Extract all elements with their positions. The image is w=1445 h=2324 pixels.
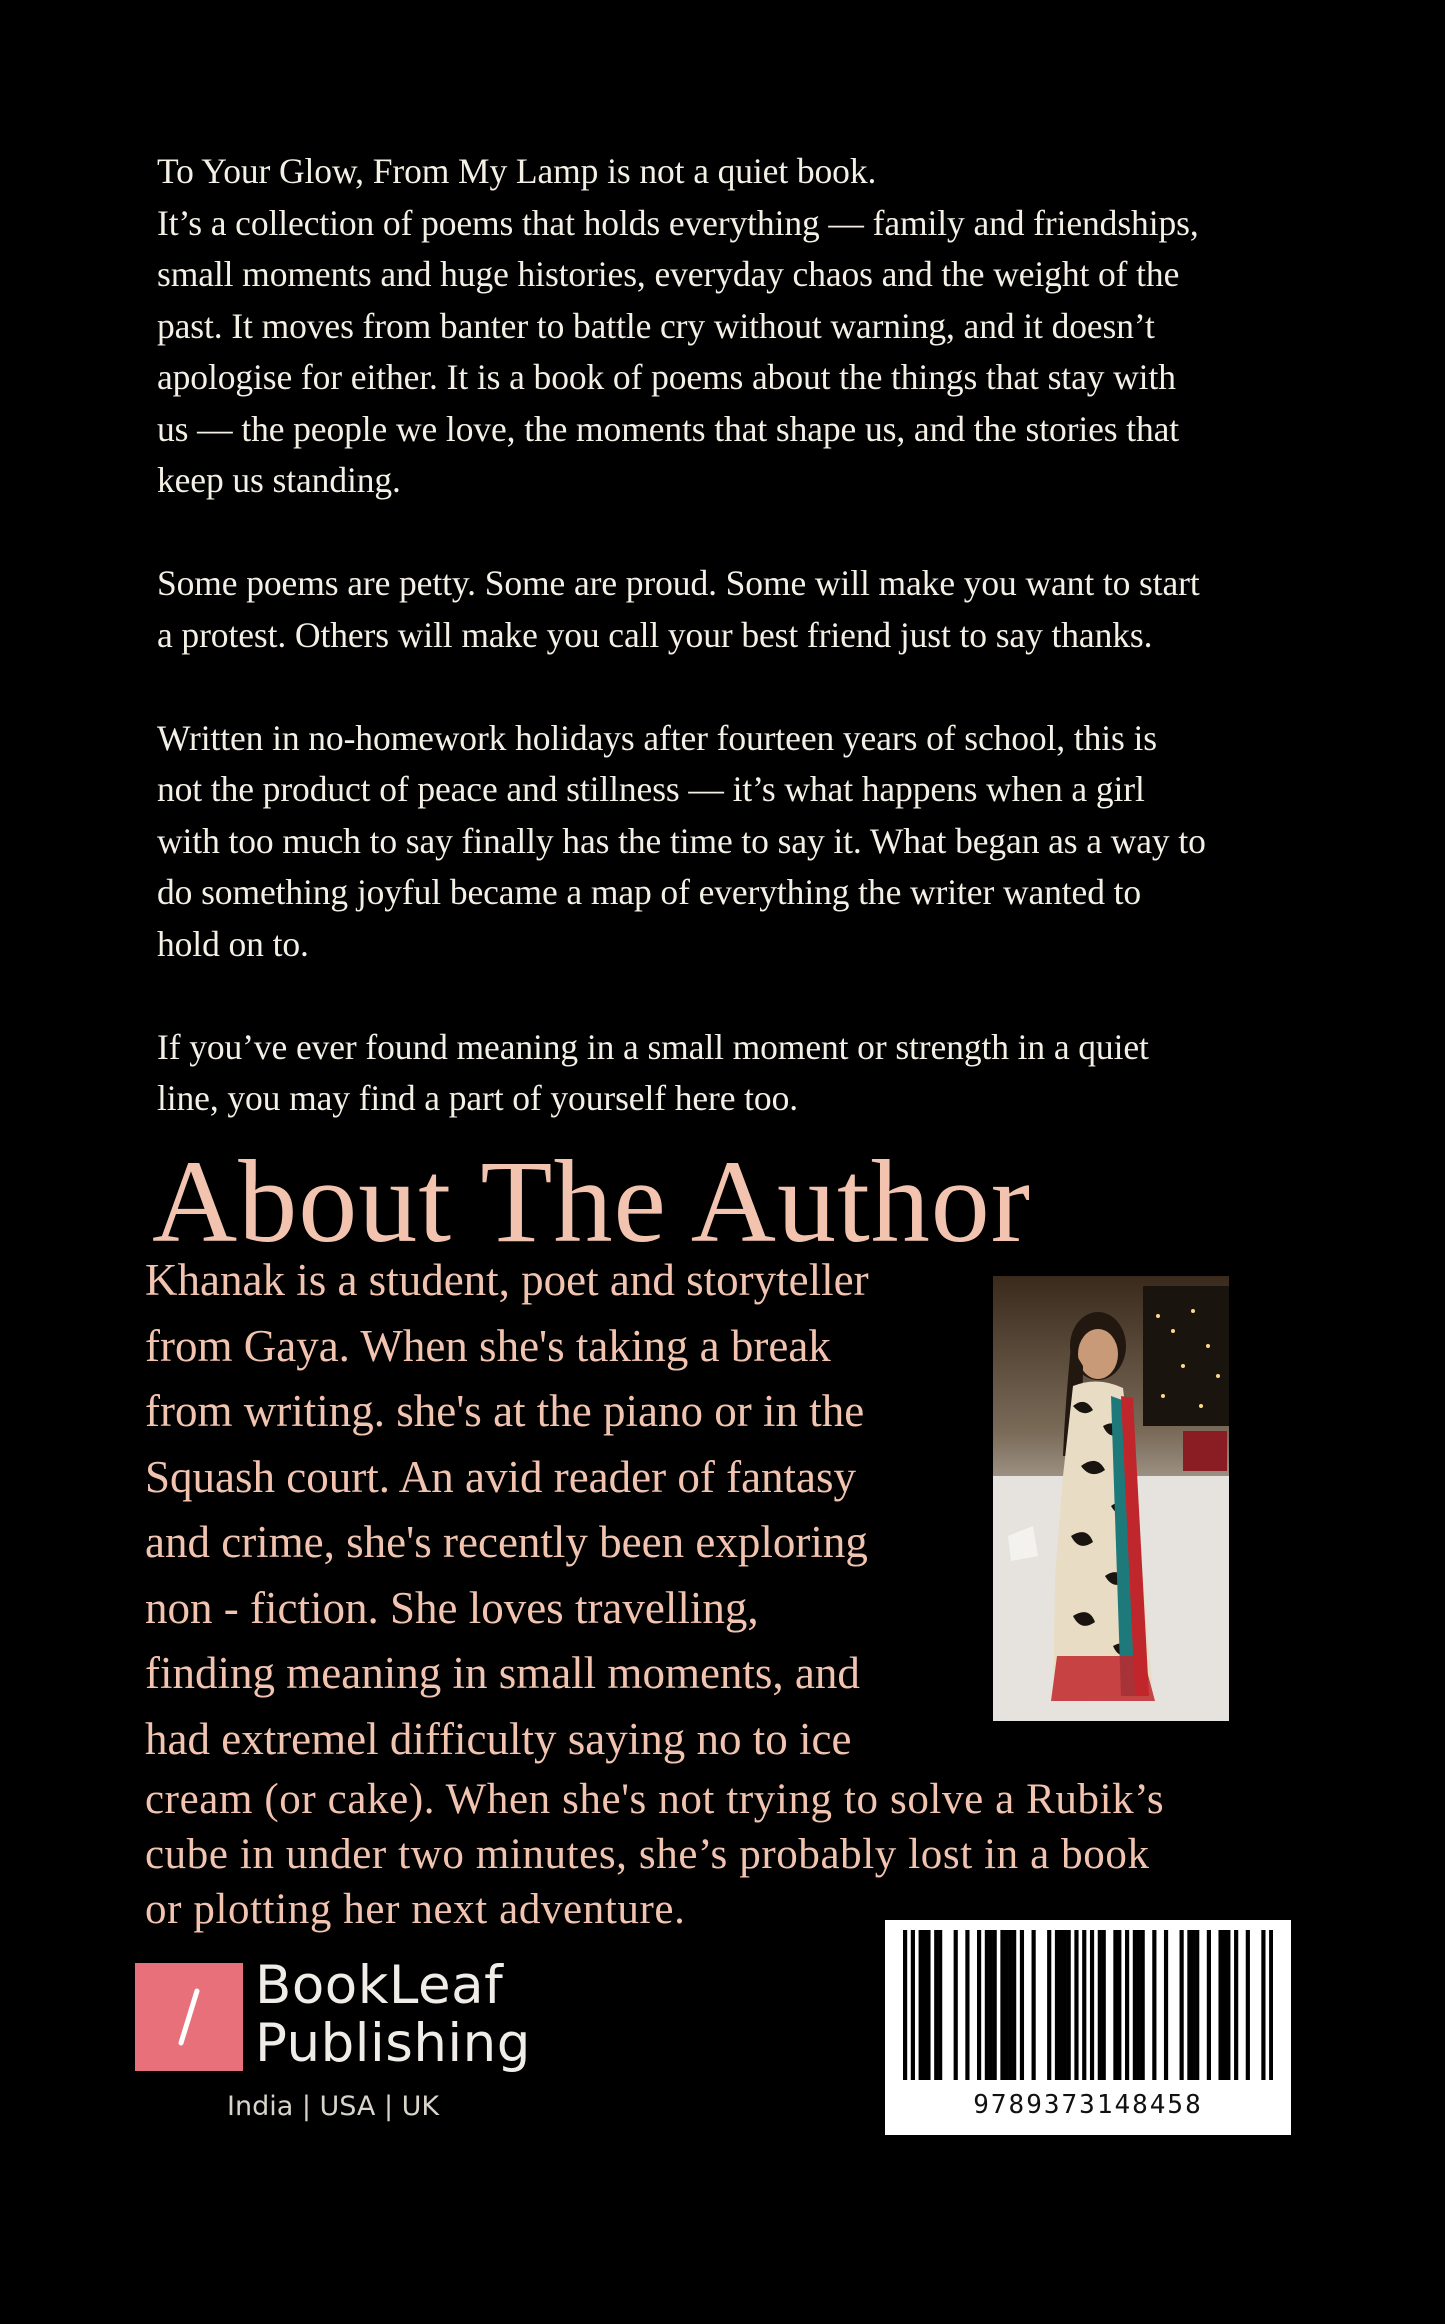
barcode-bar [1063, 1930, 1067, 2080]
barcode-bar [1117, 1930, 1121, 2080]
barcode-bar [1020, 1930, 1024, 2080]
barcode-bar [989, 1930, 993, 2080]
barcode-bar [977, 1930, 981, 2080]
barcode-bar [1047, 1930, 1051, 2080]
barcode-bar [1261, 1930, 1265, 2080]
barcode-bar [1137, 1930, 1141, 2080]
barcode-bar [1234, 1930, 1238, 2080]
barcode-bar [934, 1930, 938, 2080]
barcode-bar [1102, 1930, 1106, 2080]
barcode-bar [965, 1930, 969, 2080]
barcode-bar [993, 1930, 997, 2080]
blurb-paragraph-3: Written in no-homework holidays after fourteen years of school, this is not the product of peace and stillness — it’s what happens when a girl with too much to say finally has the time to say it. What began as a way to do something joyful became a map of everything the writer wanted to hold on to. [157, 717, 1206, 964]
barcode-bar [1164, 1930, 1168, 2080]
back-cover-blurb [157, 146, 1307, 1125]
barcode-bar [1098, 1930, 1102, 2080]
barcode-bar [1000, 1930, 1004, 2080]
barcode-bar [926, 1930, 930, 2080]
barcode-bar [1195, 1930, 1199, 2080]
barcode-bar [1067, 1930, 1071, 2080]
barcode-bar [1222, 1930, 1226, 2080]
barcode-bar [919, 1930, 923, 2080]
barcode-bar [1113, 1930, 1117, 2080]
blurb-paragraph-2: Some poems are petty. Some are proud. Some will make you want to start a protest. Others will make you call your best friend just to say thanks. [157, 563, 1200, 655]
blurb-paragraph-1: To Your Glow, From My Lamp is not a quiet book. It’s a collection of poems that holds everything — family and friendships, small moments and huge histories, everyday chaos and the weight of the past. It moves from banter to battle cry without warning, and it doesn’t apologise for either. It is a book of poems about the things that stay with us — the people we love, the moments that shape us, and the stories that keep us standing. [157, 151, 1199, 500]
barcode-bar [1059, 1930, 1063, 2080]
barcode-bar [1226, 1930, 1230, 2080]
barcode-bar [1269, 1930, 1273, 2080]
barcode-bar [954, 1930, 958, 2080]
barcode-bar [1090, 1930, 1094, 2080]
barcode-bar [1082, 1930, 1086, 2080]
barcode-bar [1032, 1930, 1036, 2080]
barcode-bar [985, 1930, 989, 2080]
isbn-number: 9789373148458 [973, 2090, 1203, 2120]
barcode-bar [903, 1930, 907, 2080]
barcode-bar [1187, 1930, 1191, 2080]
barcode-bar [1191, 1930, 1195, 2080]
about-the-author-heading: About The Author [152, 1136, 1032, 1267]
publisher-regions: India | USA | UK [227, 2091, 440, 2122]
barcode-bar [1125, 1930, 1129, 2080]
barcode-bar [938, 1930, 942, 2080]
barcode-bar [1180, 1930, 1184, 2080]
bookleaf-logo-icon [135, 1963, 243, 2071]
author-photo [993, 1276, 1229, 1721]
barcode-bar [922, 1930, 926, 2080]
barcode-bar [1246, 1930, 1250, 2080]
barcode-bar [1218, 1930, 1222, 2080]
blurb-paragraph-4: If you’ve ever found meaning in a small moment or strength in a quiet line, you may find a part of yourself here too. [157, 1026, 1149, 1118]
author-bio-part-2: cream (or cake). When she's not trying to solve a Rubik’s cube in under two minutes, she’s probably lost in a book or plotting her next adventure. [145, 1776, 1165, 1933]
barcode-bar [1055, 1930, 1059, 2080]
barcode-bar [1133, 1930, 1137, 2080]
barcode-bars [903, 1930, 1273, 2090]
barcode-bar [911, 1930, 915, 2080]
publisher-name: BookLeaf Publishing [255, 1955, 531, 2074]
barcode-bar [1141, 1930, 1145, 2080]
barcode-bar [1207, 1930, 1211, 2080]
author-bio-part-1: Khanak is a student, poet and storyteller from Gaya. When she's taking a break from writing. she's at the piano or in the Squash court. An avid reader of fantasy and crime, she's recently been exploring non - fiction. She loves travelling, finding meaning in small moments, and had extremel difficulty saying no to ice [145, 1255, 869, 1764]
barcode-bar [1012, 1930, 1016, 2080]
barcode-bar [1004, 1930, 1008, 2080]
barcode-bar [1008, 1930, 1012, 2080]
isbn-barcode [885, 1920, 1291, 2135]
barcode-bar [1152, 1930, 1156, 2080]
barcode-bar [1074, 1930, 1078, 2080]
